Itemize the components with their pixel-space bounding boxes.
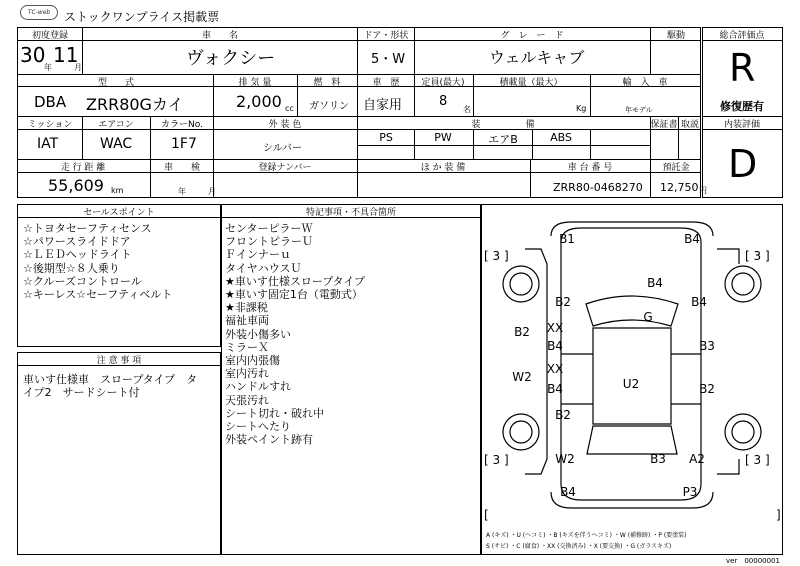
aircon-value: WAC: [100, 136, 133, 152]
special-note-item: 室内内張傷: [225, 354, 280, 368]
bracket-mark: [ 3 ]: [484, 249, 509, 263]
manual-label: 取説: [680, 120, 700, 130]
mileage-label: 走 行 距 離: [60, 163, 106, 173]
special-note-item: 天張汚れ: [225, 393, 269, 407]
door-shape-value: 5・W: [371, 52, 406, 67]
km-unit: km: [111, 186, 124, 195]
inspection-year-unit: 年: [178, 187, 186, 196]
notes-header: 注 意 事 項: [96, 356, 142, 366]
notes-line: イプ2 サードシート付: [23, 386, 140, 400]
exterior-color-label: 外 装 色: [268, 120, 302, 130]
aircon-label: エアコン: [98, 120, 134, 130]
legend-line: A (キズ) ・U (ヘコミ) ・B (キズを伴うヘコミ) ・W (補修跡) ・P (要塗装): [486, 532, 687, 539]
history-label: 車 歴: [372, 78, 400, 88]
yen-unit: 円: [699, 186, 707, 195]
damage-mark: B2: [699, 382, 715, 396]
equipment-label: 装 備: [471, 120, 535, 130]
special-note-item: 福祉車両: [225, 314, 269, 328]
special-note-item: ハンドルすれ: [225, 380, 291, 394]
color-no-value: 1F7: [171, 136, 197, 152]
sales-point-item: ☆クルーズコントロール: [23, 274, 142, 288]
sales-point-item: ☆キーレス☆セーフティベルト: [23, 288, 173, 302]
interior-eval-value: D: [728, 142, 758, 186]
bracket-mark: [ 3 ]: [745, 249, 770, 263]
fuel-value: ガソリン: [309, 101, 349, 112]
damage-mark: U2: [622, 377, 640, 391]
model-year-label: 年モデル: [625, 106, 653, 114]
displacement-value: 2,000: [236, 92, 282, 111]
history-value: 自家用: [363, 98, 403, 113]
damage-mark: G: [643, 310, 653, 324]
equipment-item: ABS: [550, 131, 572, 144]
notes-line: 車いす仕様車 スロープタイプ タ: [23, 373, 198, 386]
damage-mark: XX: [546, 321, 564, 335]
version-text: ver 00000001: [726, 557, 780, 565]
special-note-item: 外装ペイント跡有: [225, 433, 313, 447]
type-value: ZRR80Gカイ: [86, 95, 184, 114]
sales-points-header: セールスポイント: [83, 208, 155, 218]
damage-mark: B2: [555, 295, 571, 309]
sales-point-item: ☆トヨタセーフティセンス: [23, 222, 152, 235]
deposit-label: 預託金: [662, 163, 690, 173]
month-unit: 月: [74, 63, 82, 72]
damage-mark: P3: [682, 485, 698, 499]
damage-mark: B4: [684, 232, 700, 246]
sales-point-item: ☆パワースライドドア: [23, 235, 131, 249]
bracket-mark: [: [484, 508, 489, 522]
overall-eval-label: 総合評価点: [719, 31, 765, 41]
damage-mark: B1: [559, 232, 575, 246]
capacity-unit: 名: [463, 105, 471, 114]
sales-point-item: ☆ＬＥＤヘッドライト: [23, 248, 132, 262]
capacity-label: 定員(最大): [421, 78, 465, 88]
interior-eval-label: 内装評価: [723, 120, 761, 130]
type-label: 型 式: [97, 78, 135, 88]
damage-mark: B4: [547, 382, 563, 396]
deposit-value: 12,750: [660, 181, 699, 194]
special-note-item: センターピラーＷ: [225, 222, 313, 235]
overall-eval-note: 修復歴有: [720, 100, 764, 113]
legend-line: S (サビ) ・C (腐食) ・XX (交換済み) ・X (要交換) ・G (ガラスキズ): [486, 543, 672, 550]
sales-points-list: [23, 222, 172, 301]
payload-label: 積載量（最大）: [499, 78, 563, 88]
chassis-no-label: 車 台 番 号: [567, 163, 613, 173]
payload-unit: Kg: [576, 104, 587, 113]
damage-mark: B3: [650, 452, 666, 466]
special-note-item: フロントピラーＵ: [225, 235, 313, 249]
fuel-label: 燃 料: [313, 78, 341, 88]
exterior-color-value: シルバー: [263, 143, 303, 154]
special-note-item: 外装小傷多い: [225, 327, 291, 341]
equipment-item: エアB: [488, 133, 518, 146]
first-reg-year: 30: [20, 43, 46, 67]
damage-mark: B2: [514, 325, 530, 339]
special-note-item: ★車いす固定1台（電動式）: [225, 288, 363, 302]
grade-label: グ レ ー ド: [500, 31, 564, 41]
inspection-label: 車 検: [163, 163, 201, 173]
import-label: 輸 入 車: [622, 78, 668, 88]
equipment-item: PW: [434, 131, 452, 144]
model-name-label: 車 名: [201, 31, 239, 41]
damage-mark: B4: [560, 485, 576, 499]
damage-mark: B3: [699, 339, 715, 353]
special-notes-header: 特記事項・不具合箇所: [305, 208, 397, 218]
special-notes-list: [225, 222, 365, 446]
first-reg-month: 11: [53, 43, 79, 67]
damage-mark: B2: [555, 408, 571, 422]
page-title: ストックワンプライス掲載票: [64, 10, 220, 24]
grade-value: ウェルキャブ: [489, 48, 585, 67]
bracket-mark: [ 3 ]: [745, 453, 770, 467]
chassis-no-value: ZRR80-0468270: [553, 181, 643, 194]
bracket-mark: [ 3 ]: [484, 453, 509, 467]
other-equipment-label: ほ か 装 備: [420, 163, 466, 173]
notes-text: [23, 373, 197, 399]
special-note-item: Ｆインナーｕ: [225, 248, 291, 262]
damage-mark: B4: [647, 276, 663, 290]
damage-mark: W2: [512, 370, 532, 384]
year-unit: 年: [44, 63, 52, 72]
equipment-item: PS: [379, 131, 393, 144]
mission-value: IAT: [37, 136, 59, 152]
first-reg-label: 初度登録: [31, 31, 69, 41]
special-note-item: ★非課税: [225, 301, 268, 315]
damage-mark: W2: [555, 452, 575, 466]
special-note-item: シート切れ・破れ中: [225, 406, 324, 420]
special-note-item: シートへたり: [225, 420, 291, 434]
model-name-value: ヴォクシー: [186, 48, 276, 69]
door-shape-label: ドア・形状: [363, 31, 409, 41]
special-note-item: ★車いす仕様スロープタイプ: [225, 274, 365, 288]
capacity-value: 8: [439, 94, 448, 109]
type-prefix: DBA: [34, 93, 67, 111]
special-note-item: タイヤハウスＵ: [225, 261, 302, 275]
inspection-month-unit: 月: [208, 187, 216, 196]
mileage-value: 55,609: [48, 176, 104, 195]
special-note-item: ミラーＸ: [225, 340, 269, 354]
special-note-item: 室内汚れ: [225, 367, 269, 381]
color-no-label: カラーNo.: [161, 120, 203, 130]
mission-label: ミッション: [27, 120, 73, 130]
warranty-label: 保証書: [650, 120, 678, 130]
damage-mark: XX: [546, 362, 564, 376]
overall-eval-value: R: [729, 46, 756, 90]
displacement-label: 排 気 量: [238, 78, 272, 88]
logo-text: TC-web: [27, 9, 51, 16]
bracket-mark: ]: [776, 508, 781, 522]
damage-mark: B4: [691, 295, 707, 309]
sales-point-item: ☆後期型☆８人乗り: [23, 261, 120, 275]
reg-number-label: 登録ナンバー: [258, 163, 312, 173]
logo: [20, 5, 58, 20]
damage-mark: A2: [689, 452, 705, 466]
cc-unit: cc: [285, 104, 294, 113]
drive-label: 駆動: [666, 31, 686, 41]
damage-mark: B4: [547, 339, 563, 353]
